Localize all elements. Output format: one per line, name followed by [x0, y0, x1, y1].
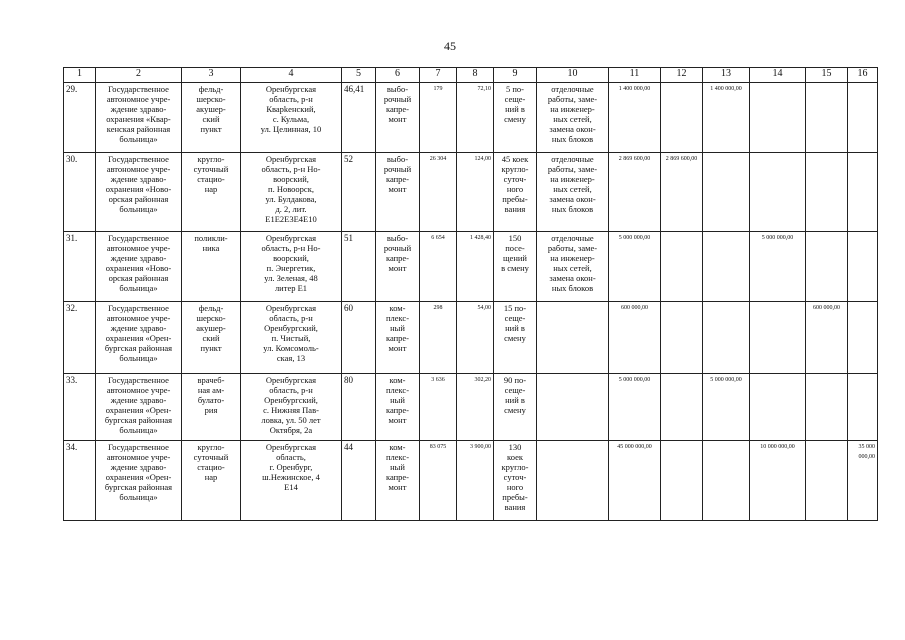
column-header: 10	[537, 68, 609, 83]
amount-cell: 45 000 000,00	[609, 441, 661, 521]
column-header: 11	[609, 68, 661, 83]
amount-cell: 10 000 000,00	[750, 441, 806, 521]
amount-cell: 600 000,00	[609, 302, 661, 374]
amount-cell	[750, 374, 806, 441]
table-row	[64, 153, 878, 232]
column-header: 3	[182, 68, 241, 83]
facility-type-cell: поликли- ника	[182, 232, 241, 302]
year-cell: 60	[342, 302, 376, 374]
amount-cell	[806, 441, 848, 521]
amount-cell	[661, 232, 703, 302]
address-cell: Оренбургская область, г. Оренбург, ш.Нежинское, 4 Е14	[241, 441, 342, 521]
volume-cell: 1 428,40	[457, 232, 494, 302]
column-header: 4	[241, 68, 342, 83]
amount-cell: 5 000 000,00	[609, 374, 661, 441]
column-header: 14	[750, 68, 806, 83]
address-cell: Оренбургская область, р-н Оренбургский, п. Чистый, ул. Комсомоль- ская, 13	[241, 302, 342, 374]
facility-type-cell: кругло- суточный стацио- нар	[182, 153, 241, 232]
capacity-cell: 150 посе- щений в смену	[494, 232, 537, 302]
work-type-cell: выбо- рочный капре- монт	[376, 232, 420, 302]
work-type-cell: ком- плекс- ный капре- монт	[376, 374, 420, 441]
works-description-cell	[537, 302, 609, 374]
column-header: 15	[806, 68, 848, 83]
row-number: 31.	[64, 232, 96, 302]
amount-cell: 1 400 000,00	[609, 83, 661, 153]
capacity-cell: 45 коек кругло- суточ- ного пребы- вания	[494, 153, 537, 232]
organization-cell: Государственное автономное учре- ждение здраво- охранения «Квар- кенская районная больница»	[96, 83, 182, 153]
works-description-cell	[537, 441, 609, 521]
column-header: 13	[703, 68, 750, 83]
amount-cell	[848, 153, 878, 232]
row-number: 29.	[64, 83, 96, 153]
amount-cell	[661, 302, 703, 374]
work-type-cell: ком- плекс- ный капре- монт	[376, 441, 420, 521]
organization-cell: Государственное автономное учре- ждение здраво- охранения «Ново- орская районная больница»	[96, 232, 182, 302]
amount-cell	[806, 374, 848, 441]
facility-type-cell: врачеб- ная ам- булато- рия	[182, 374, 241, 441]
amount-cell	[750, 153, 806, 232]
table-row	[64, 83, 878, 153]
capacity-cell: 130 коек кругло- суточ- ного пребы- вания	[494, 441, 537, 521]
amount-cell	[661, 441, 703, 521]
organization-cell: Государственное автономное учре- ждение здраво- охранения «Ново- орская районная больница»	[96, 153, 182, 232]
column-header: 2	[96, 68, 182, 83]
amount-cell: 1 400 000,00	[703, 83, 750, 153]
volume-cell: 54,00	[457, 302, 494, 374]
table-row	[64, 302, 878, 374]
column-header: 6	[376, 68, 420, 83]
amount-cell: 5 000 000,00	[703, 374, 750, 441]
organization-cell: Государственное автономное учре- ждение здраво- охранения «Орен- бургская районная больница»	[96, 374, 182, 441]
amount-cell: 5 000 000,00	[750, 232, 806, 302]
amount-cell: 600 000,00	[806, 302, 848, 374]
amount-cell	[806, 232, 848, 302]
row-number: 34.	[64, 441, 96, 521]
area-cell: 83 075	[420, 441, 457, 521]
column-header: 9	[494, 68, 537, 83]
area-cell: 298	[420, 302, 457, 374]
amount-cell	[750, 302, 806, 374]
works-description-cell: отделочные работы, заме- на инженер- ных сетей, замена окон- ных блоков	[537, 232, 609, 302]
year-cell: 51	[342, 232, 376, 302]
amount-cell	[848, 232, 878, 302]
area-cell: 179	[420, 83, 457, 153]
area-cell: 26 304	[420, 153, 457, 232]
column-header: 1	[64, 68, 96, 83]
facility-type-cell: фельд- шерско- акушер- ский пункт	[182, 302, 241, 374]
amount-cell	[806, 153, 848, 232]
volume-cell: 3 900,00	[457, 441, 494, 521]
column-header: 7	[420, 68, 457, 83]
year-cell: 44	[342, 441, 376, 521]
objects-table	[63, 67, 878, 521]
facility-type-cell: фельд- шерско- акушер- ский пункт	[182, 83, 241, 153]
amount-cell	[703, 153, 750, 232]
column-header: 16	[848, 68, 878, 83]
year-cell: 80	[342, 374, 376, 441]
volume-cell: 302,20	[457, 374, 494, 441]
amount-cell	[661, 83, 703, 153]
amount-cell	[703, 232, 750, 302]
row-number: 32.	[64, 302, 96, 374]
amount-cell	[703, 302, 750, 374]
row-number: 33.	[64, 374, 96, 441]
works-description-cell: отделочные работы, заме- на инженер- ных сетей, замена окон- ных блоков	[537, 153, 609, 232]
capacity-cell: 90 по- сеще- ний в смену	[494, 374, 537, 441]
amount-cell	[703, 441, 750, 521]
amount-cell: 2 869 600,00	[661, 153, 703, 232]
volume-cell: 124,00	[457, 153, 494, 232]
address-cell: Оренбургская область, р-н Но- воорский, п. Новоорск, ул. Булдакова, д. 2, лит. Е1Е2Е3Е4Е10	[241, 153, 342, 232]
amount-cell	[848, 374, 878, 441]
area-cell: 6 654	[420, 232, 457, 302]
work-type-cell: ком- плекс- ный капре- монт	[376, 302, 420, 374]
column-header: 8	[457, 68, 494, 83]
capacity-cell: 15 по- сеще- ний в смену	[494, 302, 537, 374]
address-cell: Оренбургская область, р-н Но- воорский, п. Энергетик, ул. Зеленая, 48 литер Е1	[241, 232, 342, 302]
work-type-cell: выбо- рочный капре- монт	[376, 83, 420, 153]
column-header: 12	[661, 68, 703, 83]
amount-cell	[806, 83, 848, 153]
work-type-cell: выбо- рочный капре- монт	[376, 153, 420, 232]
amount-cell	[848, 83, 878, 153]
year-cell: 46,41	[342, 83, 376, 153]
amount-cell: 5 000 000,00	[609, 232, 661, 302]
volume-cell: 72,10	[457, 83, 494, 153]
capacity-cell: 5 по- сеще- ний в смену	[494, 83, 537, 153]
table-row	[64, 232, 878, 302]
organization-cell: Государственное автономное учре- ждение здраво- охранения «Орен- бургская районная больница»	[96, 302, 182, 374]
address-cell: Оренбургская область, р-н Оренбургский, с. Нижняя Пав- ловка, ул. 50 лет Октября, 2а	[241, 374, 342, 441]
amount-cell	[750, 83, 806, 153]
row-number: 30.	[64, 153, 96, 232]
header-row	[64, 68, 878, 83]
organization-cell: Государственное автономное учре- ждение здраво- охранения «Орен- бургская районная больница»	[96, 441, 182, 521]
works-description-cell: отделочные работы, заме- на инженер- ных сетей, замена окон- ных блоков	[537, 83, 609, 153]
works-description-cell	[537, 374, 609, 441]
column-header: 5	[342, 68, 376, 83]
page-number: 45	[444, 39, 456, 53]
address-cell: Оренбургская область, р-н Кварkенский, с. Кульма, ул. Целинная, 10	[241, 83, 342, 153]
facility-type-cell: кругло- суточный стацио- нар	[182, 441, 241, 521]
area-cell: 3 636	[420, 374, 457, 441]
table-row	[64, 374, 878, 441]
year-cell: 52	[342, 153, 376, 232]
table-row	[64, 441, 878, 521]
amount-cell: 2 869 600,00	[609, 153, 661, 232]
amount-cell: 35 000 000,00	[848, 441, 878, 521]
amount-cell	[848, 302, 878, 374]
amount-cell	[661, 374, 703, 441]
